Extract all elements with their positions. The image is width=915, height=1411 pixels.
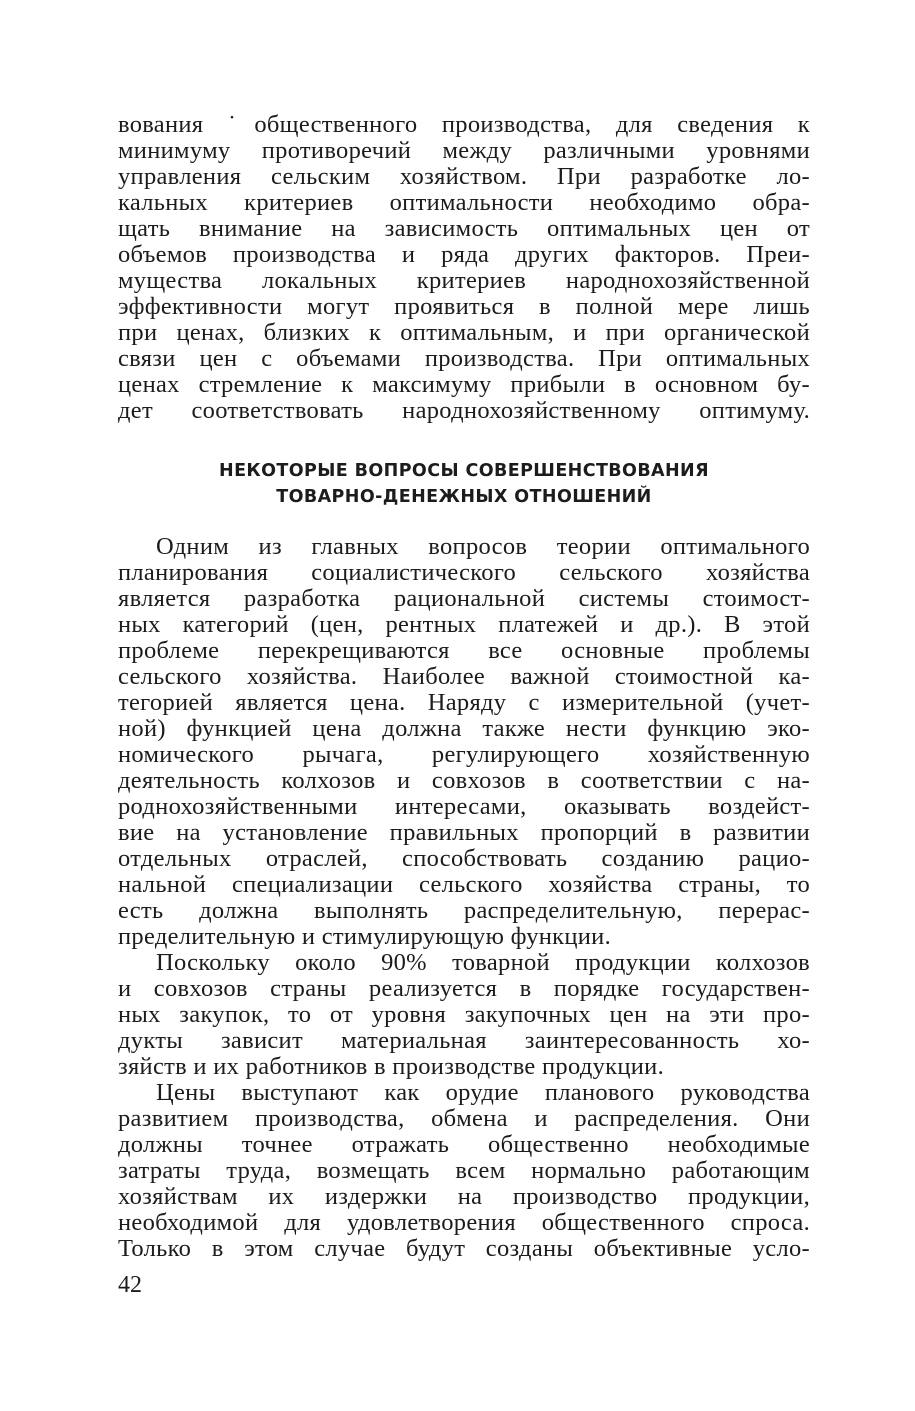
text-line: отдельных отраслей, способствовать созданию рацио- (118, 845, 810, 872)
text-line: планирования социалистического сельского хозяйства (118, 559, 810, 586)
text-line: вования ˙общественного производства, для сведения к (118, 111, 810, 138)
text-line: является разработка рациональной системы стоимост- (118, 585, 810, 612)
paragraph-1 (118, 534, 810, 950)
text-line: зяйств и их работников в производстве продукции. (118, 1053, 664, 1080)
intro-paragraph (118, 112, 810, 424)
text-line: затраты труда, возмещать всем нормально работающим (118, 1157, 810, 1184)
text-line: вие на установление правильных пропорций в развитии (118, 819, 810, 846)
text-line: пределительную и стимулирующую функции. (118, 923, 612, 950)
section-heading-line-2: ТОВАРНО-ДЕНЕЖНЫХ ОТНОШЕНИЙ (276, 487, 652, 507)
text-line: минимуму противоречий между различными уровнями (118, 137, 810, 164)
text-line: объемов производства и ряда других факторов. Преи- (118, 241, 810, 268)
text-line: Поскольку около 90% товарной продукции колхозов (156, 949, 810, 976)
text-line: ных категорий (цен, рентных платежей и др.). В этой (118, 611, 810, 638)
paragraph-2 (118, 950, 810, 1080)
text-line: ной) функцией цена должна также нести функцию эко- (118, 715, 810, 742)
text-line: есть должна выполнять распределительную, перерас- (118, 897, 810, 924)
text-line: должны точнее отражать общественно необходимые (118, 1131, 810, 1158)
text-line: ных закупок, то от уровня закупочных цен на эти про- (118, 1001, 810, 1028)
text-line: хозяйствам их издержки на производство продукции, (118, 1183, 810, 1210)
text-line: тегорией является цена. Наряду с измерительной (учет- (118, 689, 810, 716)
text-line: при ценах, близких к оптимальным, и при органической (118, 319, 810, 346)
paragraph-3 (118, 1080, 810, 1262)
text-line: дукты зависит материальная заинтересованность хо- (118, 1027, 810, 1054)
text-line: сельского хозяйства. Наиболее важной стоимостной ка- (118, 663, 810, 690)
text-line: и совхозов страны реализуется в порядке государствен- (118, 975, 810, 1002)
text-line: мущества локальных критериев народнохозяйственной (118, 267, 810, 294)
text-line: Цены выступают как орудие планового руководства (156, 1079, 810, 1106)
text-line: дет соответствовать народнохозяйственному оптимуму. (118, 397, 810, 424)
text-line: Только в этом случае будут созданы объективные усло- (118, 1235, 810, 1262)
text-line: нальной специализации сельского хозяйства страны, то (118, 871, 810, 898)
text-line: ценах стремление к максимуму прибыли в основном бу- (118, 371, 810, 398)
page-number: 42 (118, 1272, 142, 1298)
section-heading-line-1: НЕКОТОРЫЕ ВОПРОСЫ СОВЕРШЕНСТВОВАНИЯ (219, 461, 709, 481)
section-heading (118, 458, 810, 510)
text-line: связи цен с объемами производства. При оптимальных (118, 345, 810, 372)
text-line: необходимой для удовлетворения общественного спроса. (118, 1209, 810, 1236)
text-line: Одним из главных вопросов теории оптимального (156, 533, 810, 560)
text-line: развитием производства, обмена и распределения. Они (118, 1105, 810, 1132)
text-line: управления сельским хозяйством. При разработке ло- (118, 163, 810, 190)
text-line: проблеме перекрещиваются все основные проблемы (118, 637, 810, 664)
text-line: роднохозяйственными интересами, оказывать воздейст- (118, 793, 810, 820)
text-line: деятельность колхозов и совхозов в соответствии с на- (118, 767, 810, 794)
page-body (118, 112, 810, 1262)
text-line: номического рычага, регулирующего хозяйственную (118, 741, 810, 768)
text-line: эффективности могут проявиться в полной мере лишь (118, 293, 810, 320)
text-line: кальных критериев оптимальности необходимо обра- (118, 189, 810, 216)
text-line: щать внимание на зависимость оптимальных цен от (118, 215, 810, 242)
